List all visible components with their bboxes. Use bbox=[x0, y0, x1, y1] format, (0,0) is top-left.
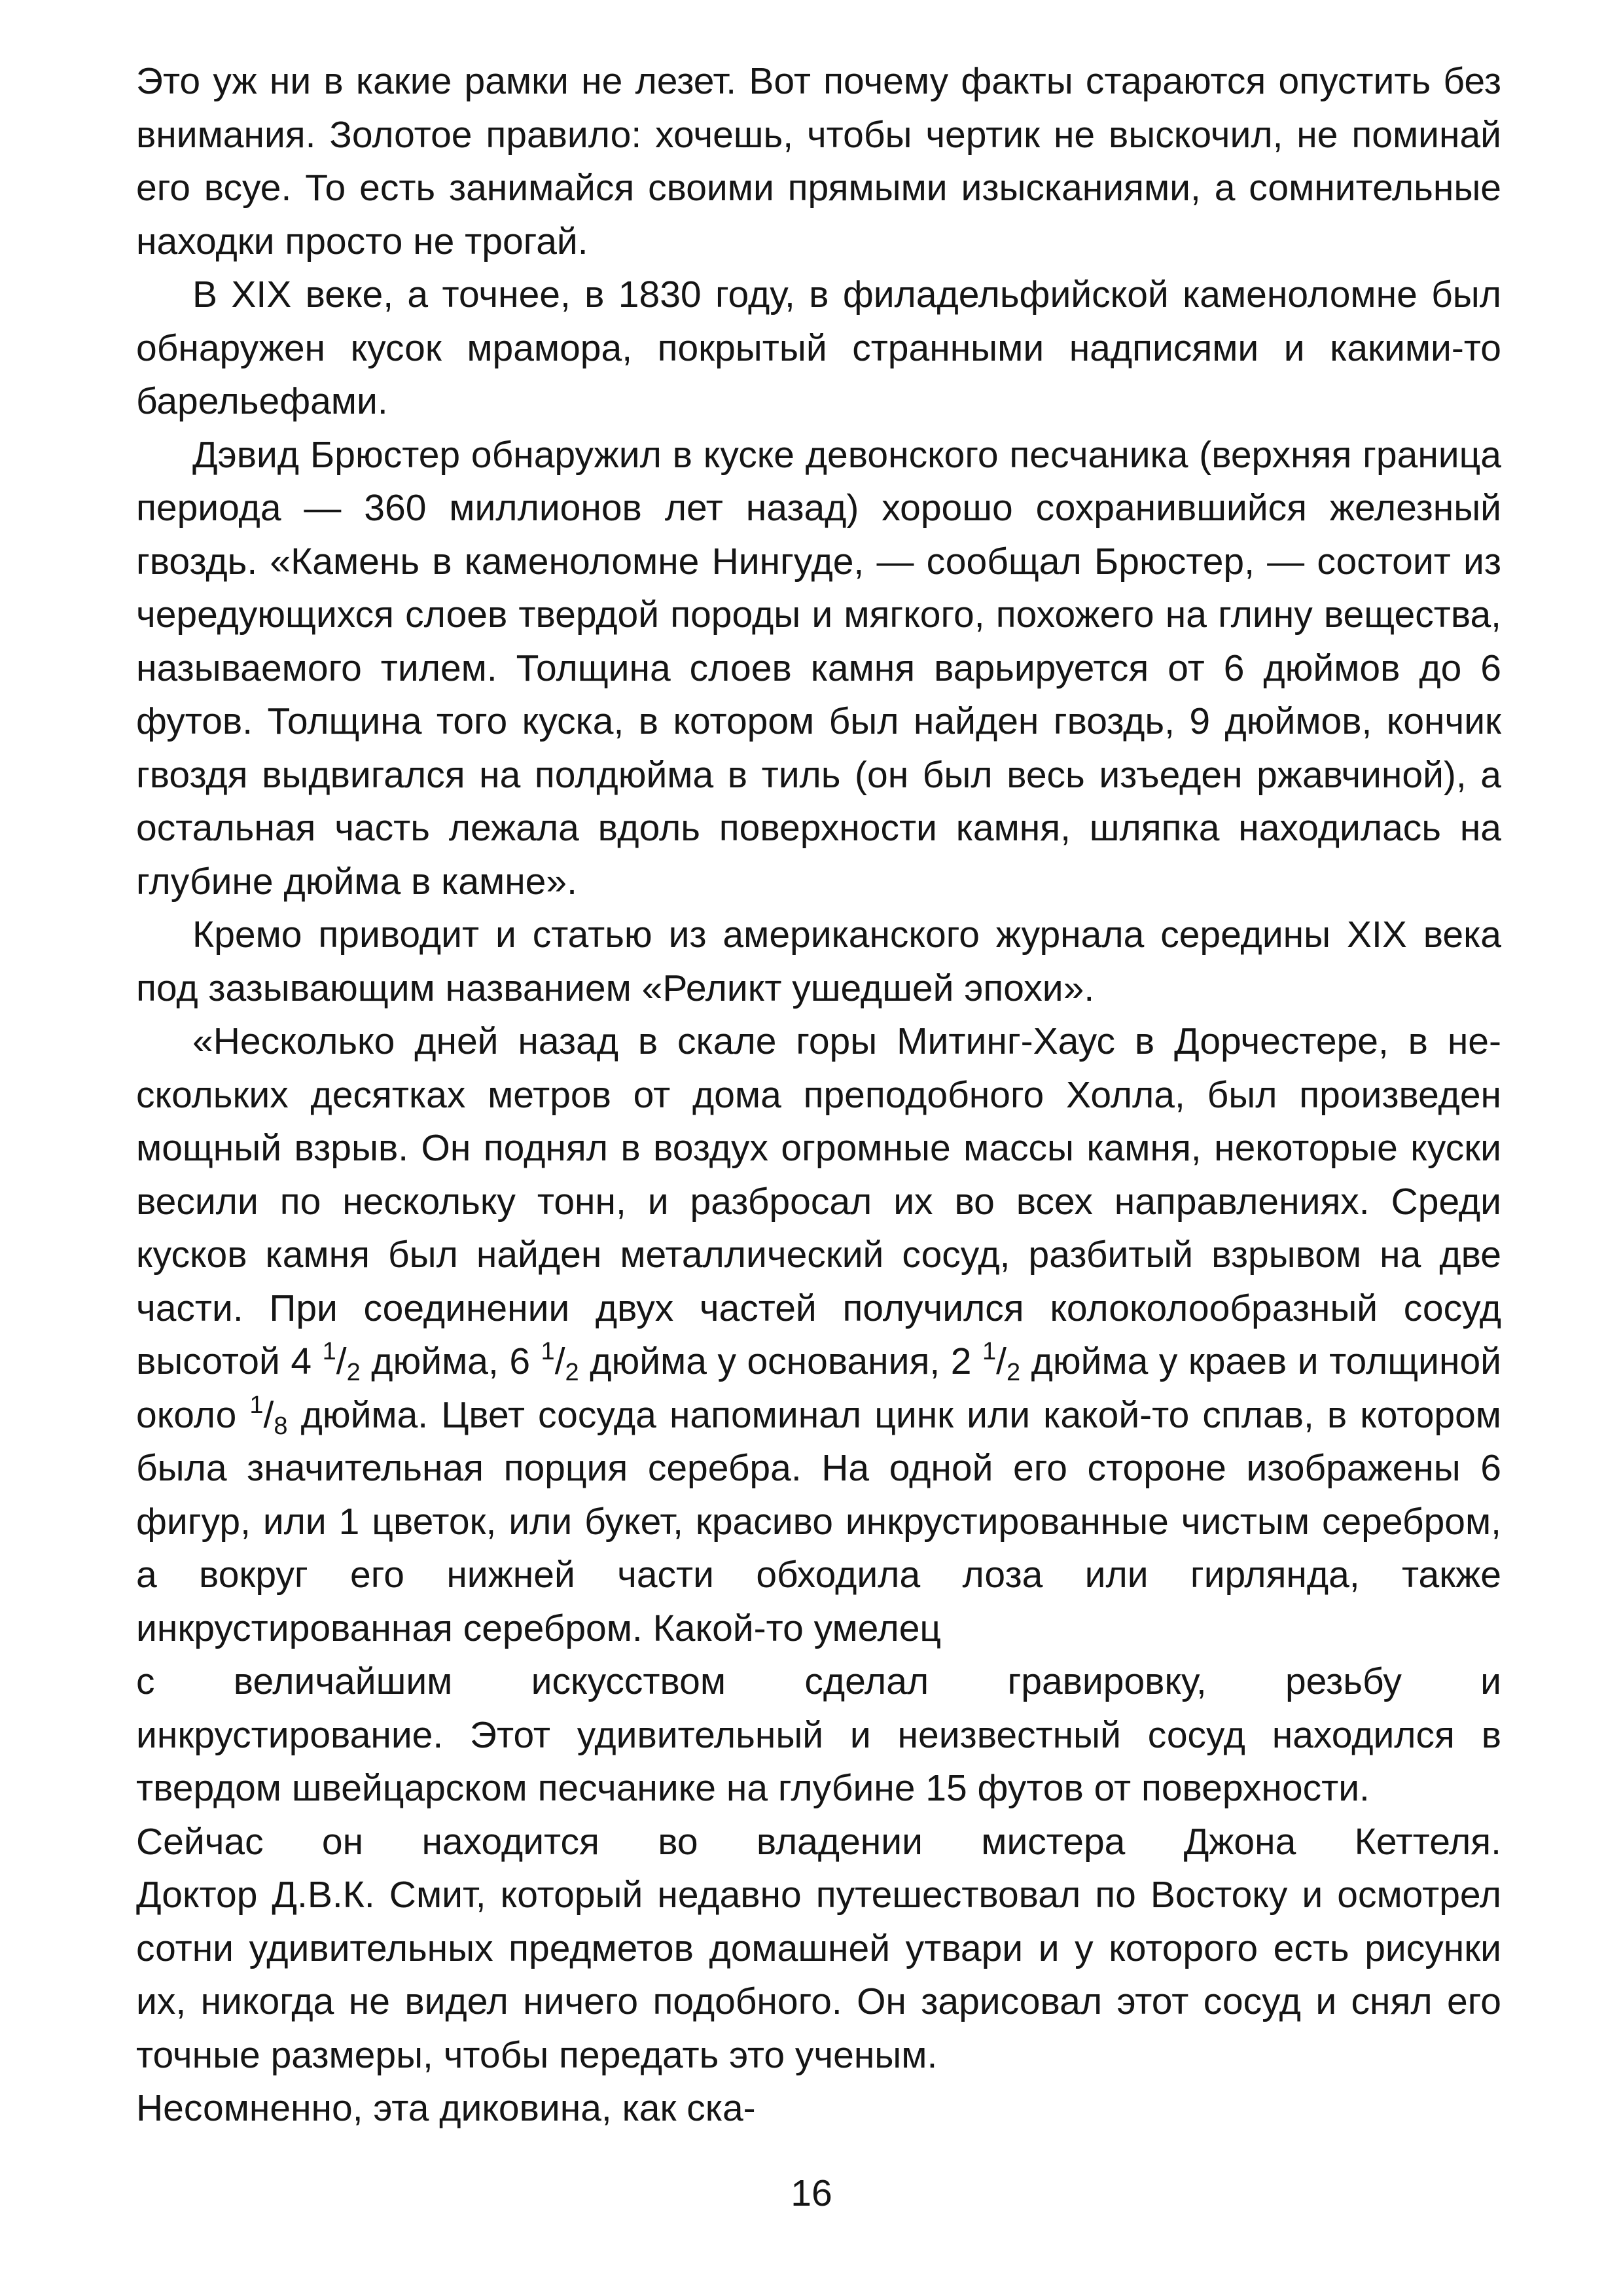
quote-line-stretched: Сейчас он находится во владении мистера Джона Кеттеля. bbox=[136, 1820, 1501, 1863]
quote-text: дюйма у краев и толщиной около bbox=[136, 1340, 1501, 1436]
quote-line: инкрустирование. Этот удивительный и неизвестный сосуд находился в твердом швейцарском песчанике на глубине 15 футов от поверхности. bbox=[136, 1713, 1501, 1809]
quote-text: «Несколько дней назад в скале горы Митинг-Хаус в Дорчестере, в нескольких десятках метров от дома преподобного Холла, был произведен мощный взрыв. Он поднял в воздух огромные массы камня, некоторые куски весили по нескольку тонн, и разбросал их во всех направлениях. Среди кусков камня был найден металлический сосуд, разбитый взрывом на две части. При соединении двух частей получился колоколообразный сосуд высотой 4 bbox=[136, 1020, 1501, 1382]
paragraph-intro: Это уж ни в какие рамки не лезет. Вот почему факты стараются опустить без внимания. Золотое правило: хочешь, чтобы чертик не выскочил, не поминай его всуе. То есть занимайся своими прямыми изысканиями, а сомнительные находки просто не трогай. bbox=[136, 60, 1501, 262]
fraction-numerator: 1 bbox=[249, 1391, 264, 1419]
book-page bbox=[136, 55, 1501, 2136]
fraction-numerator: 1 bbox=[982, 1338, 997, 1365]
paragraph-philadelphia-marble: В XIX веке, а точнее, в 1830 году, в филадельфийской каменоломне был обнаружен кусок мрамора, покрытый странными надписями и какими-то барельефами. bbox=[136, 274, 1501, 422]
quote-text: дюйма у основания, 2 bbox=[579, 1340, 982, 1382]
quote-text: дюйма, 6 bbox=[360, 1340, 541, 1382]
fraction-numerator: 1 bbox=[541, 1338, 555, 1365]
quote-line-stretched: с величайшим искусством сделал гравировку, резьбу и bbox=[136, 1660, 1501, 1702]
paragraph-cremo-article: Кремо приводит и статью из американского журнала середины XIX века под зазывающим названием «Реликт ушедшей эпохи». bbox=[136, 914, 1501, 1009]
quote-dorchester-vessel bbox=[136, 1015, 1501, 2136]
fraction-denominator: 2 bbox=[346, 1359, 361, 1386]
fraction-denominator: 2 bbox=[1006, 1359, 1021, 1386]
fraction-numerator: 1 bbox=[322, 1338, 336, 1365]
fraction-denominator: 2 bbox=[565, 1359, 579, 1386]
quote-paragraph-main: «Несколько дней назад в скале горы Митинг-Хаус в Дорчестере, в нескольких десятках метров от дома преподобного Холла, был произведен мощный взрыв. Он поднял в воздух огромные массы камня, некоторые куски весили по нескольку тонн, и разбросал их во всех направлениях. Среди кусков камня был найден металлический сосуд, разбитый взрывом на две части. При соединении двух частей получился колоколообразный сосуд высотой 4 $^1/_2$ дюйма, 6 $^1/_2$ дюйма у основания, 2 $^1/_2$ дюйма у краев и толщиной около $^1/_8$ дюйма. Цвет сосуда напоминал цинк или какой-то сплав, в котором была значительная порция серебра. На одной его стороне изображены 6 фигур, или 1 цветок, или букет, красиво инкрустированные чистым серебром, а вокруг его нижней части обходила лоза или гирлянда, также инкрустированная серебром. Какой-то умелец bbox=[136, 1020, 1501, 1649]
quote-last-line: Несомненно, эта диковина, как ска- bbox=[136, 2087, 756, 2129]
quote-text: дюйма. Цвет сосуда напоминал цинк или какой-то сплав, в котором была значительная порция серебра. На одной его стороне изображены 6 фигур, или 1 цветок, или букет, красиво инкрустированные чистым серебром, а вокруг его нижней части обходила лоза или гирлянда, также инкрустированная серебром. Какой-то умелец bbox=[136, 1393, 1501, 1649]
paragraph-brewster-nail: Дэвид Брюстер обнаружил в куске девонского песчаника (верхняя граница периода — 360 миллионов лет назад) хорошо сохранившийся железный гвоздь. «Камень в каменоломне Нингуде, — сообщал Брюстер, — состоит из чередующихся слоев твердой породы и мягкого, похожего на глину вещества, называемого тилем. Толщина слоев камня варьируется от 6 дюймов до 6 футов. Толщина того куска, в котором был найден гвоздь, 9 дюймов, кончик гвоздя выдвигался на полдюйма в тиль (он был весь изъеден ржавчиной), а остальная часть лежала вдоль поверхности камня, шляпка находилась на глубине дюйма в камне». bbox=[136, 433, 1501, 903]
fraction-denominator: 8 bbox=[274, 1412, 288, 1440]
quote-line: Доктор Д.В.К. Смит, который недавно путешествовал по Востоку и осмотрел сотни удивительных предметов домашней утвари и у которого есть рисунки их, никогда не видел ничего подобного. Он зарисовал этот сосуд и снял его точные размеры, чтобы передать это ученым. bbox=[136, 1874, 1501, 2076]
page-number: 16 bbox=[791, 2172, 832, 2214]
